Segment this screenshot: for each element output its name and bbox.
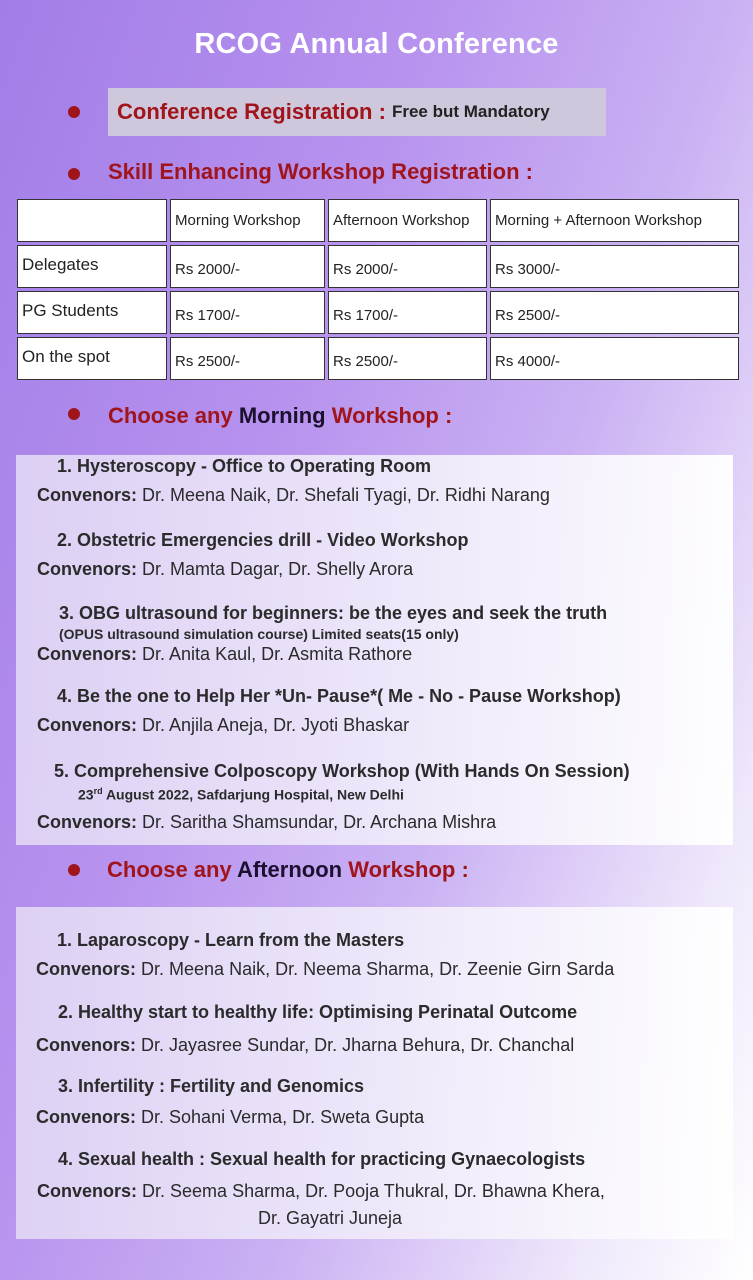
workshop-convenors <box>37 1181 605 1202</box>
row-header: PG Students <box>17 291 167 334</box>
workshop-convenors <box>37 715 409 736</box>
price-cell: Rs 2500/- <box>328 337 487 380</box>
workshop-title: 2. Obstetric Emergencies drill - Video Workshop <box>57 530 469 550</box>
workshop-registration-heading: Skill Enhancing Workshop Registration : <box>108 159 533 184</box>
convenors-label: Convenors: <box>37 644 138 664</box>
workshop-title: 3. OBG ultrasound for beginners: be the eyes and seek the truth <box>59 603 608 623</box>
convenors-label: Convenors: <box>37 1181 138 1201</box>
bullet-icon <box>68 408 80 420</box>
workshop-title: 4. Sexual health : Sexual health for practicing Gynaecologists <box>58 1149 586 1169</box>
column-header: Morning + Afternoon Workshop <box>490 199 739 242</box>
convenors-names: Dr. Anita Kaul, Dr. Asmita Rathore <box>142 644 413 664</box>
heading-prefix: Choose any <box>107 857 232 882</box>
convenors-names: Dr. Mamta Dagar, Dr. Shelly Arora <box>142 559 414 579</box>
workshop-title: 1. Laparoscopy - Learn from the Masters <box>57 930 405 950</box>
price-cell: Rs 1700/- <box>328 291 487 334</box>
heading-prefix: Choose any <box>108 403 233 428</box>
workshop-convenors <box>37 644 412 665</box>
bullet-icon <box>68 106 80 118</box>
convenors-label: Convenors: <box>36 1035 137 1055</box>
workshop-title: 4. Be the one to Help Her *Un- Pause*( Me - No - Pause Workshop) <box>57 686 621 706</box>
convenors-label: Convenors: <box>37 812 138 832</box>
workshop-subtitle <box>78 786 404 803</box>
row-header: Delegates <box>17 245 167 288</box>
workshop-title: 3. Infertility : Fertility and Genomics <box>58 1076 365 1096</box>
table-row <box>17 291 739 334</box>
fee-table <box>14 196 742 383</box>
subtitle-rest: August 2022, Safdarjung Hospital, New Delhi <box>102 786 404 803</box>
table-row <box>17 337 739 380</box>
conference-registration-value: Free but Mandatory <box>391 102 550 121</box>
convenors-label: Convenors: <box>36 1107 137 1127</box>
price-cell: Rs 2500/- <box>170 337 325 380</box>
morning-workshop-heading <box>108 403 452 429</box>
workshop-title: 1. Hysteroscopy - Office to Operating Room <box>57 456 432 476</box>
heading-highlight: Morning <box>238 403 326 428</box>
convenors-names: Dr. Jayasree Sundar, Dr. Jharna Behura, Dr. Chanchal <box>141 1035 575 1055</box>
workshop-convenors <box>36 1107 424 1128</box>
workshop-title: 5. Comprehensive Colposcopy Workshop (With Hands On Session) <box>54 761 630 781</box>
workshop-convenors <box>37 812 496 833</box>
table-row <box>17 245 739 288</box>
convenors-names: Dr. Meena Naik, Dr. Neema Sharma, Dr. Zeenie Girn Sarda <box>141 959 615 979</box>
convenors-names: Dr. Sohani Verma, Dr. Sweta Gupta <box>141 1107 425 1127</box>
conference-registration-box <box>108 88 606 136</box>
afternoon-workshop-heading <box>107 857 469 883</box>
price-cell: Rs 2000/- <box>170 245 325 288</box>
convenors-label: Convenors: <box>36 959 137 979</box>
convenors-label: Convenors: <box>37 485 138 505</box>
convenors-label: Convenors: <box>37 715 138 735</box>
price-cell: Rs 2500/- <box>490 291 739 334</box>
morning-workshops-panel <box>16 455 733 845</box>
row-header: On the spot <box>17 337 167 380</box>
page-title: RCOG Annual Conference <box>194 28 559 60</box>
workshop-convenors <box>36 1035 574 1056</box>
column-header: Afternoon Workshop <box>328 199 487 242</box>
column-header: Morning Workshop <box>170 199 325 242</box>
convenors-names: Dr. Saritha Shamsundar, Dr. Archana Mishra <box>142 812 497 832</box>
subtitle-day: 23 <box>78 786 94 803</box>
convenors-names: Dr. Meena Naik, Dr. Shefali Tyagi, Dr. Ridhi Narang <box>142 485 550 505</box>
table-corner-cell <box>17 199 167 242</box>
price-cell: Rs 4000/- <box>490 337 739 380</box>
bullet-icon <box>68 864 80 876</box>
workshop-convenors-continued: Dr. Gayatri Juneja <box>258 1208 403 1228</box>
workshop-convenors <box>37 485 550 506</box>
convenors-names: Dr. Seema Sharma, Dr. Pooja Thukral, Dr. Bhawna Khera, <box>142 1181 605 1201</box>
workshop-convenors <box>37 559 413 580</box>
heading-suffix: Workshop : <box>331 403 453 428</box>
workshop-title: 2. Healthy start to healthy life: Optimising Perinatal Outcome <box>58 1002 578 1022</box>
afternoon-workshops-panel <box>16 907 733 1239</box>
workshop-convenors <box>36 959 614 980</box>
price-cell: Rs 1700/- <box>170 291 325 334</box>
workshop-subtitle: (OPUS ultrasound simulation course) Limited seats(15 only) <box>59 626 459 642</box>
heading-suffix: Workshop : <box>348 857 469 882</box>
price-cell: Rs 3000/- <box>490 245 739 288</box>
subtitle-ordinal: rd <box>93 786 103 796</box>
price-cell: Rs 2000/- <box>328 245 487 288</box>
heading-highlight: Afternoon <box>237 857 343 882</box>
convenors-label: Convenors: <box>37 559 138 579</box>
conference-registration-label: Conference Registration : <box>117 99 386 124</box>
convenors-names: Dr. Anjila Aneja, Dr. Jyoti Bhaskar <box>142 715 410 735</box>
table-header-row <box>17 199 739 242</box>
bullet-icon <box>68 168 80 180</box>
